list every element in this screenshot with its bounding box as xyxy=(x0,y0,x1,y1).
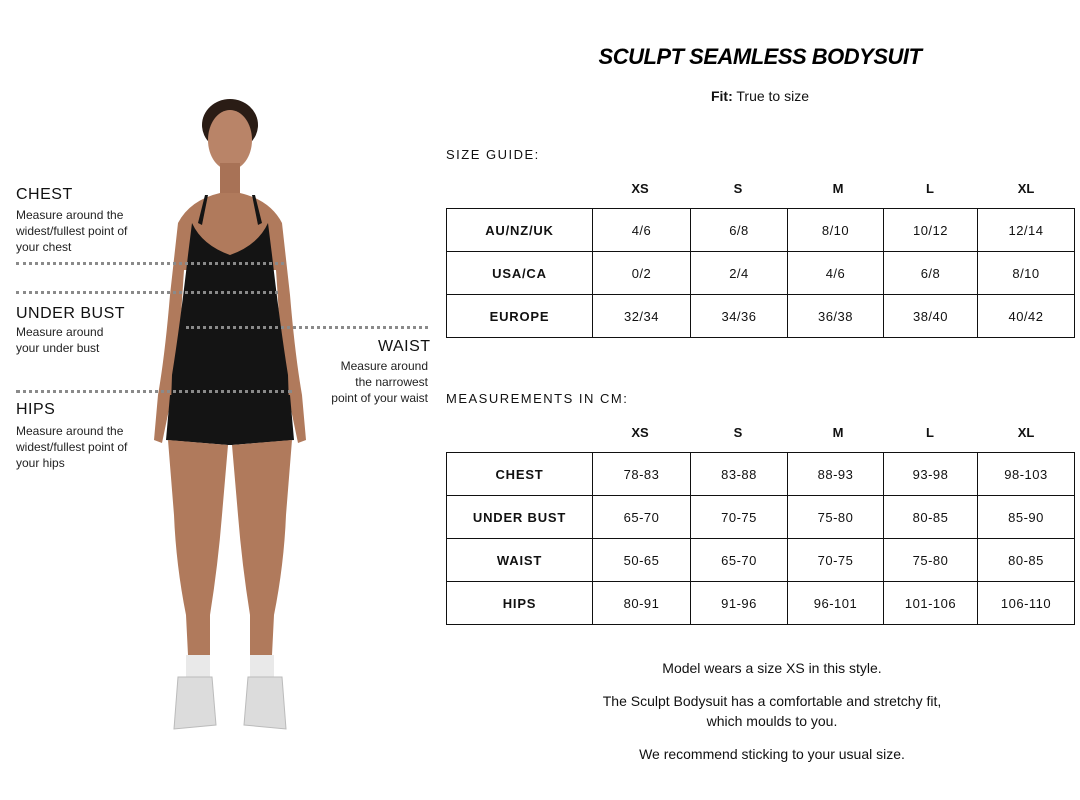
under-bust-title: UNDER BUST xyxy=(16,305,126,322)
table-cell: 10/12 xyxy=(884,209,978,252)
table-cell: 91-96 xyxy=(691,582,788,625)
under-bust-guide-line xyxy=(16,291,278,294)
fit-value: True to size xyxy=(736,88,810,104)
fit-label: Fit: xyxy=(710,88,733,104)
row-header: AU/NZ/UK xyxy=(447,209,593,252)
table-cell: 40/42 xyxy=(978,295,1075,338)
table-row xyxy=(447,496,1075,539)
waist-title: WAIST xyxy=(378,338,431,355)
page-title: SCULPT SEAMLESS BODYSUIT xyxy=(598,44,922,69)
table-cell: 6/8 xyxy=(691,209,788,252)
table-cell: 80-85 xyxy=(884,496,978,539)
table-cell: 78-83 xyxy=(593,453,691,496)
note-model-size: Model wears a size XS in this style. xyxy=(662,660,882,676)
size-guide-label: SIZE GUIDE: xyxy=(446,147,540,162)
table-cell: 8/10 xyxy=(788,209,884,252)
measurements-table xyxy=(446,452,1075,625)
row-header: WAIST xyxy=(447,539,593,582)
size-header: XS xyxy=(631,181,649,196)
table-row xyxy=(447,539,1075,582)
row-header: UNDER BUST xyxy=(447,496,593,539)
size-guide-table xyxy=(446,208,1075,338)
fit-line xyxy=(440,88,1080,104)
hips-title: HIPS xyxy=(16,401,56,418)
table-cell: 88-93 xyxy=(788,453,884,496)
table-cell: 101-106 xyxy=(884,582,978,625)
table-cell: 98-103 xyxy=(978,453,1075,496)
size-header: L xyxy=(926,425,934,440)
table-cell: 12/14 xyxy=(978,209,1075,252)
table-row xyxy=(447,252,1075,295)
table-cell: 106-110 xyxy=(978,582,1075,625)
table-cell: 36/38 xyxy=(788,295,884,338)
table-cell: 80-91 xyxy=(593,582,691,625)
table-cell: 32/34 xyxy=(593,295,691,338)
table-row xyxy=(447,582,1075,625)
row-header: CHEST xyxy=(447,453,593,496)
size-header: M xyxy=(832,181,844,196)
hips-guide-line xyxy=(16,390,292,393)
table-cell: 2/4 xyxy=(691,252,788,295)
table-cell: 4/6 xyxy=(788,252,884,295)
row-header: EUROPE xyxy=(447,295,593,338)
size-header: S xyxy=(733,425,743,440)
waist-guide-line xyxy=(186,326,428,329)
size-header: S xyxy=(733,181,743,196)
table-cell: 50-65 xyxy=(593,539,691,582)
row-header: USA/CA xyxy=(447,252,593,295)
table-cell: 96-101 xyxy=(788,582,884,625)
measurements-column-headers xyxy=(446,425,1074,445)
size-header: XL xyxy=(1017,181,1035,196)
chest-guide-line xyxy=(16,262,284,265)
row-header: HIPS xyxy=(447,582,593,625)
table-row xyxy=(447,295,1075,338)
table-cell: 80-85 xyxy=(978,539,1075,582)
size-header: L xyxy=(926,181,934,196)
waist-description: Measure around the narrowest point of your waist xyxy=(331,359,428,405)
table-row xyxy=(447,209,1075,252)
table-cell: 70-75 xyxy=(691,496,788,539)
size-header: M xyxy=(832,425,844,440)
table-cell: 75-80 xyxy=(884,539,978,582)
size-header: XL xyxy=(1017,425,1035,440)
note-recommendation: We recommend sticking to your usual size. xyxy=(639,746,905,762)
table-cell: 85-90 xyxy=(978,496,1075,539)
table-row xyxy=(447,453,1075,496)
table-cell: 70-75 xyxy=(788,539,884,582)
size-guide-column-headers xyxy=(446,181,1074,201)
hips-description: Measure around the widest/fullest point of your hips xyxy=(16,424,128,470)
model-illustration-area xyxy=(0,0,440,800)
table-cell: 6/8 xyxy=(884,252,978,295)
model-figure xyxy=(130,95,330,735)
table-cell: 34/36 xyxy=(691,295,788,338)
table-cell: 38/40 xyxy=(884,295,978,338)
table-cell: 65-70 xyxy=(593,496,691,539)
measurements-cm-label: MEASUREMENTS IN CM: xyxy=(446,391,629,406)
table-cell: 4/6 xyxy=(593,209,691,252)
table-cell: 0/2 xyxy=(593,252,691,295)
chest-title: CHEST xyxy=(16,186,73,203)
table-cell: 65-70 xyxy=(691,539,788,582)
table-cell: 83-88 xyxy=(691,453,788,496)
note-fit-description: The Sculpt Bodysuit has a comfortable and stretchy fit, which moulds to you. xyxy=(602,693,942,729)
chest-description: Measure around the widest/fullest point of your chest xyxy=(16,208,128,254)
table-cell: 93-98 xyxy=(884,453,978,496)
size-header: XS xyxy=(631,425,649,440)
fit-notes xyxy=(600,658,944,777)
under-bust-description: Measure around your under bust xyxy=(16,325,104,355)
table-cell: 8/10 xyxy=(978,252,1075,295)
table-cell: 75-80 xyxy=(788,496,884,539)
